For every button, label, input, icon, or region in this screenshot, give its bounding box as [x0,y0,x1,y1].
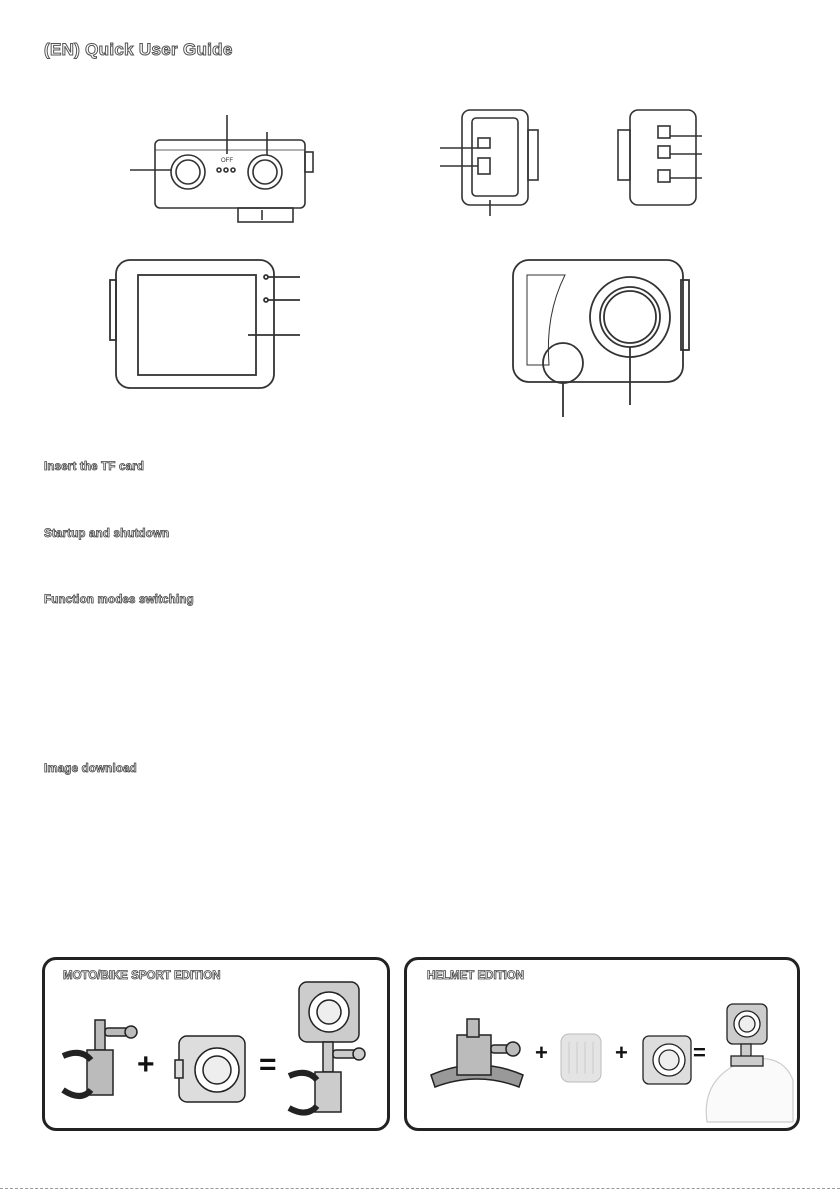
edition-title: MOTO/BIKE SPORT EDITION [63,970,221,982]
section-heading-startup-shutdown: Startup and shutdown [44,528,170,540]
camera-top-view-diagram [120,110,330,230]
plus-sign: + [535,1040,548,1065]
helmet-mount-illustration [427,1015,527,1095]
camera-right-side-diagram [610,108,720,218]
equals-sign: = [693,1040,706,1065]
assembled-helmet-illustration [701,1000,797,1126]
section-heading-function-modes: Function modes switching [44,594,194,606]
edition-title: HELMET EDITION [427,970,525,982]
off-label: OFF [221,158,233,164]
helmet-edition-box [404,957,800,1131]
section-heading-image-download: Image download [44,763,137,775]
page-title: (EN) Quick User Guide [44,40,233,59]
equals-sign: = [259,1048,277,1081]
page-bottom-border [0,1188,840,1189]
camera-front-view-diagram [505,255,705,425]
plus-sign: + [615,1040,628,1065]
camera-back-view-diagram [108,255,308,415]
moto-bike-edition-box [42,957,390,1131]
assembled-bike-mount-illustration [285,978,375,1118]
handlebar-mount-illustration [61,1018,141,1113]
camera-left-side-diagram [440,108,550,218]
section-heading-insert-tf-card: Insert the TF card [44,461,145,473]
adhesive-pad-illustration [559,1032,603,1084]
camera-case-illustration [173,1030,253,1110]
camera-case-illustration [639,1032,695,1088]
plus-sign: + [137,1048,155,1081]
